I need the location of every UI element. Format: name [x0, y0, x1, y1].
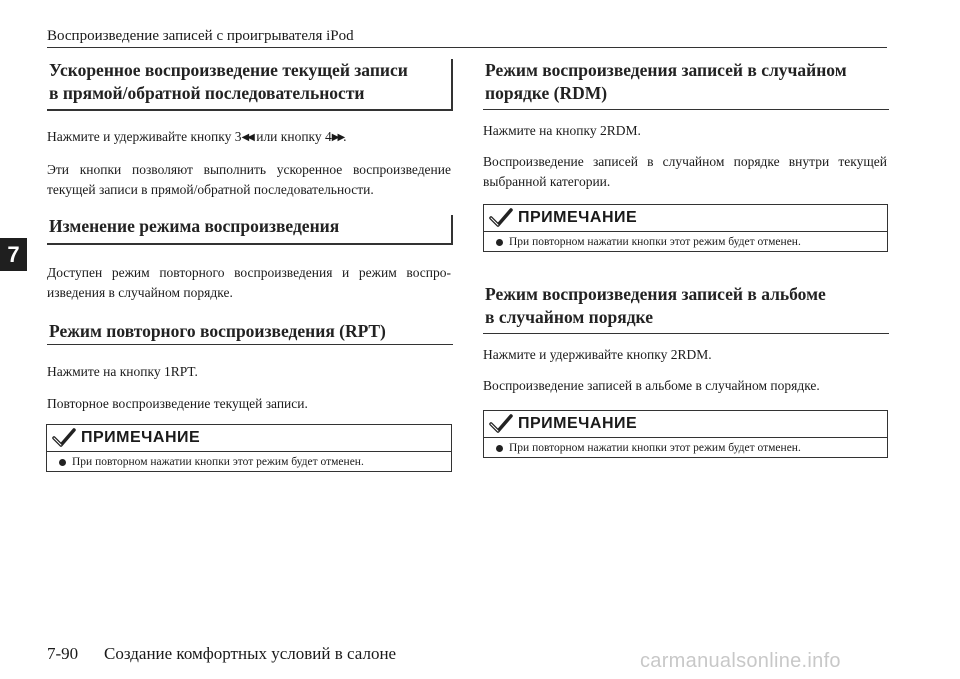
fastplay-instruction-prefix: Нажмите и удерживайте кнопку 3 [47, 129, 242, 144]
fastplay-instruction-suffix: . [343, 129, 347, 144]
album-rdm-heading [483, 283, 889, 334]
chapter-tab: 7 [0, 238, 27, 271]
bullet-icon [59, 459, 66, 466]
bullet-icon [496, 445, 503, 452]
fastplay-heading-line2: в прямой/обратной последовательности [49, 83, 365, 103]
fastplay-instruction [47, 127, 451, 148]
album-rdm-note-box [483, 410, 888, 458]
rdm-note-body [484, 232, 887, 254]
album-rdm-instruction: Нажмите и удерживайте кнопку 2RDM. [483, 347, 712, 362]
rpt-note-body [47, 452, 451, 474]
mode-change-heading: Изменение режима воспроизведения [47, 215, 453, 245]
album-rdm-note-body [484, 438, 887, 460]
fastplay-heading-line1: Ускоренное воспроизведение текущей записи [49, 60, 408, 80]
rdm-description: Воспроизведение записей в случайном порядке внутри текущей выбранной категории. [483, 154, 887, 189]
header-rule [47, 47, 887, 48]
rdm-note-box [483, 204, 888, 252]
watermark: carmanualsonline.info [640, 650, 841, 672]
rdm-heading [483, 59, 889, 110]
fastplay-instruction-mid: или кнопку 4 [252, 129, 332, 144]
album-rdm-heading-line1: Режим воспроизведения записей в альбоме [485, 284, 826, 304]
checkmark-icon [488, 207, 514, 229]
mode-change-description: Доступен режим повторного воспроизведения и режим воспро-изведения в случайном порядке. [47, 265, 451, 300]
footer-section-title: Создание комфортных условий в салоне [104, 644, 397, 663]
rdm-note-text: При повторном нажатии кнопки этот режим будет отменен. [509, 236, 801, 248]
rpt-note-text: При повторном нажатии кнопки этот режим будет отменен. [72, 456, 364, 468]
rpt-description: Повторное воспроизведение текущей записи. [47, 396, 308, 411]
rdm-heading-line2: порядке (RDM) [485, 83, 608, 103]
rpt-heading: Режим повторного воспроизведения (RPT) [47, 320, 453, 345]
running-title: Воспроизведение записей с проигрывателя iPod [47, 28, 354, 44]
fast-forward-icon: ▶▶ [331, 132, 344, 143]
rpt-note-box [46, 424, 452, 472]
rpt-note-title: ПРИМЕЧАНИЕ [81, 429, 201, 446]
rpt-note-header [47, 425, 451, 452]
fastplay-description: Эти кнопки позволяют выполнить ускоренное воспроизведение текущей записи в прямой/обратной последовательности. [47, 162, 451, 197]
album-rdm-description: Воспроизведение записей в альбоме в случайном порядке. [483, 378, 820, 393]
rewind-icon: ◀◀ [241, 132, 253, 143]
rpt-instruction: Нажмите на кнопку 1RPT. [47, 364, 198, 379]
checkmark-icon [488, 413, 514, 435]
album-rdm-heading-line2: в случайном порядке [485, 307, 653, 327]
page-number: 7-90 [47, 644, 79, 663]
rdm-heading-line1: Режим воспроизведения записей в случайном [485, 60, 847, 80]
album-rdm-note-text: При повторном нажатии кнопки этот режим будет отменен. [509, 442, 801, 454]
checkmark-icon [51, 427, 77, 449]
fastplay-heading [47, 59, 453, 111]
rdm-note-title: ПРИМЕЧАНИЕ [518, 209, 638, 226]
rdm-note-header [484, 205, 887, 232]
album-rdm-note-title: ПРИМЕЧАНИЕ [518, 415, 638, 432]
bullet-icon [496, 239, 503, 246]
album-rdm-note-header [484, 411, 887, 438]
rdm-instruction: Нажмите на кнопку 2RDM. [483, 123, 641, 138]
